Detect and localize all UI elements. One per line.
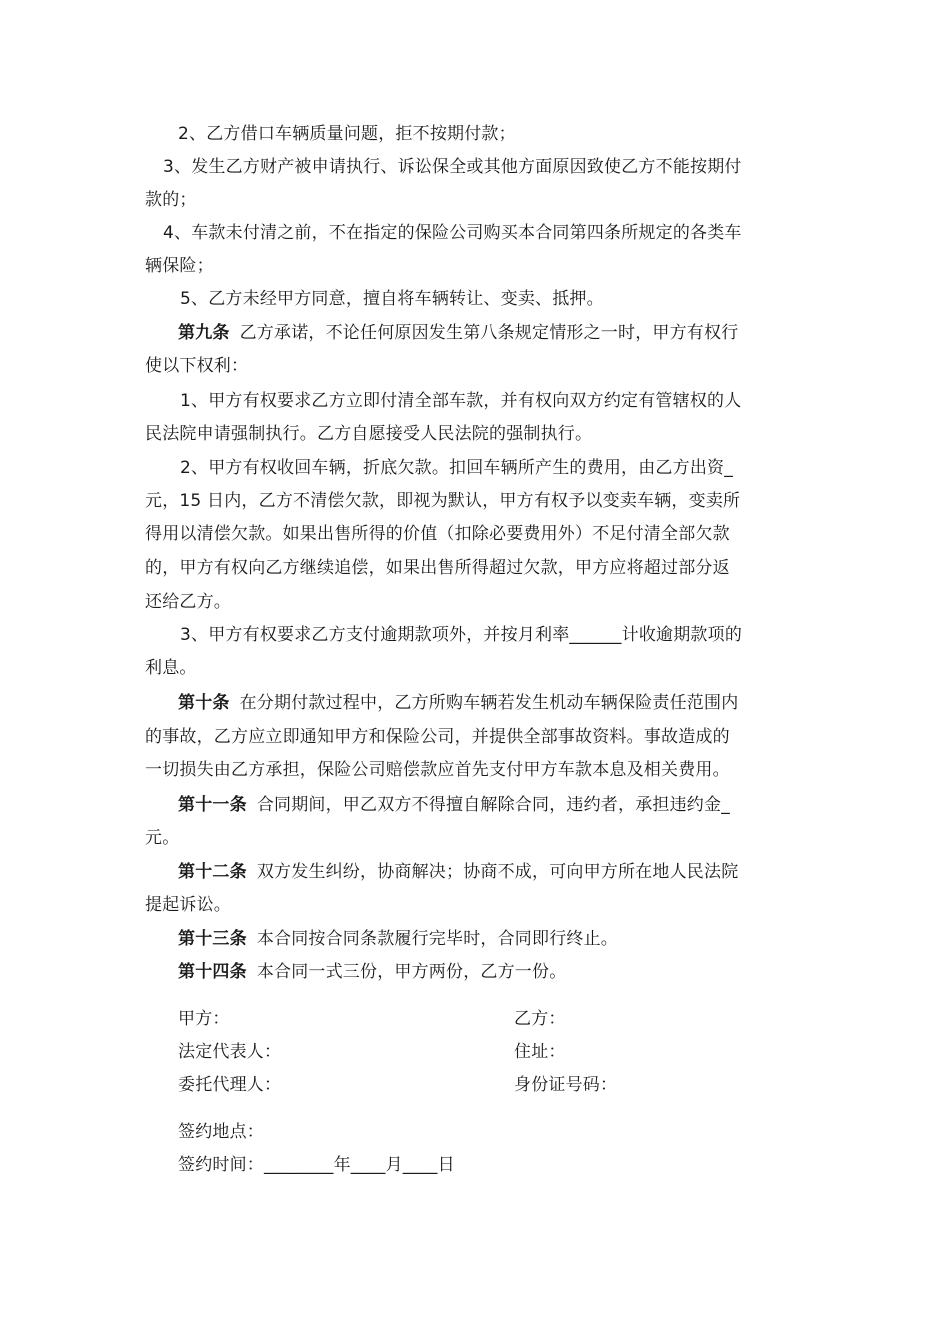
agent-label: 委托代理人： (178, 1075, 282, 1095)
article-text: 合同期间，甲乙双方不得擅自解除合同，违约者，承担违约金_ (256, 795, 730, 815)
list-item-continuation: 利息。 (145, 658, 197, 678)
id-number-label: 身份证号码： (514, 1075, 618, 1095)
article-paragraph (178, 693, 738, 713)
list-item: 3、发生乙方财产被申请执行、诉讼保全或其他方面原因致使乙方不能按期付 (163, 157, 742, 177)
list-item-continuation: 的，甲方有权向乙方继续追偿，如果出售所得超过欠款，甲方应将超过部分返 (145, 558, 730, 578)
list-item-continuation: 得用以清偿欠款。如果出售所得的价值（扣除必要费用外）不足付清全部欠款 (145, 524, 730, 544)
article-text-continuation: 提起诉讼。 (145, 895, 231, 915)
article-paragraph (178, 795, 730, 815)
article-text-continuation: 一切损失由乙方承担，保险公司赔偿款应首先支付甲方车款本息及相关费用。 (145, 760, 730, 780)
party-a-label: 甲方： (178, 1009, 230, 1029)
list-item: 2、甲方有权收回车辆，折底欠款。扣回车辆所产生的费用，由乙方出资_ (180, 458, 733, 478)
article-heading: 第十四条 (178, 962, 247, 982)
list-item-continuation: 款的； (145, 190, 197, 210)
signing-time-label: 签约时间：________年____月____日 (178, 1155, 455, 1175)
article-paragraph (178, 962, 566, 982)
article-heading: 第九条 (178, 323, 230, 343)
article-heading: 第十一条 (178, 795, 247, 815)
article-heading: 第十三条 (178, 929, 247, 949)
article-text: 本合同一式三份，甲方两份，乙方一份。 (256, 962, 567, 982)
article-text: 双方发生纠纷，协商解决；协商不成，可向甲方所在地人民法院 (256, 862, 739, 882)
legal-representative-label: 法定代表人： (178, 1042, 282, 1062)
list-item-continuation: 还给乙方。 (145, 592, 231, 612)
article-heading: 第十条 (178, 693, 230, 713)
list-item: 4、车款未付清之前，不在指定的保险公司购买本合同第四条所规定的各类车 (163, 223, 742, 243)
address-label: 住址： (514, 1042, 566, 1062)
article-paragraph (178, 929, 618, 949)
article-text: 本合同按合同条款履行完毕时，合同即行终止。 (256, 929, 619, 949)
list-item-continuation: 元，15 日内，乙方不清偿欠款，即视为默认，甲方有权予以变卖车辆，变卖所 (145, 491, 741, 511)
article-text-continuation: 使以下权利： (145, 356, 249, 376)
article-text-continuation: 的事故，乙方应立即通知甲方和保险公司，并提供全部事故资料。事故造成的 (145, 727, 730, 747)
list-item: 5、乙方未经甲方同意，擅自将车辆转让、变卖、抵押。 (180, 289, 604, 309)
list-item: 1、甲方有权要求乙方立即付清全部车款，并有权向双方约定有管辖权的人 (180, 391, 742, 411)
article-paragraph (178, 323, 738, 343)
list-item: 2、乙方借口车辆质量问题，拒不按期付款； (178, 124, 516, 144)
article-heading: 第十二条 (178, 862, 247, 882)
signing-place-label: 签约地点： (178, 1122, 264, 1142)
article-text: 在分期付款过程中，乙方所购车辆若发生机动车辆保险责任范围内 (239, 693, 739, 713)
list-item-continuation: 辆保险； (145, 256, 214, 276)
article-text: 乙方承诺，不论任何原因发生第八条规定情形之一时，甲方有权行 (239, 323, 739, 343)
list-item-continuation: 民法院申请强制执行。乙方自愿接受人民法院的强制执行。 (145, 424, 593, 444)
list-item: 3、甲方有权要求乙方支付逾期款项外，并按月利率______计收逾期款项的 (180, 625, 743, 645)
article-paragraph (178, 862, 738, 882)
party-b-label: 乙方： (514, 1009, 566, 1029)
article-text-continuation: 元。 (145, 828, 180, 848)
